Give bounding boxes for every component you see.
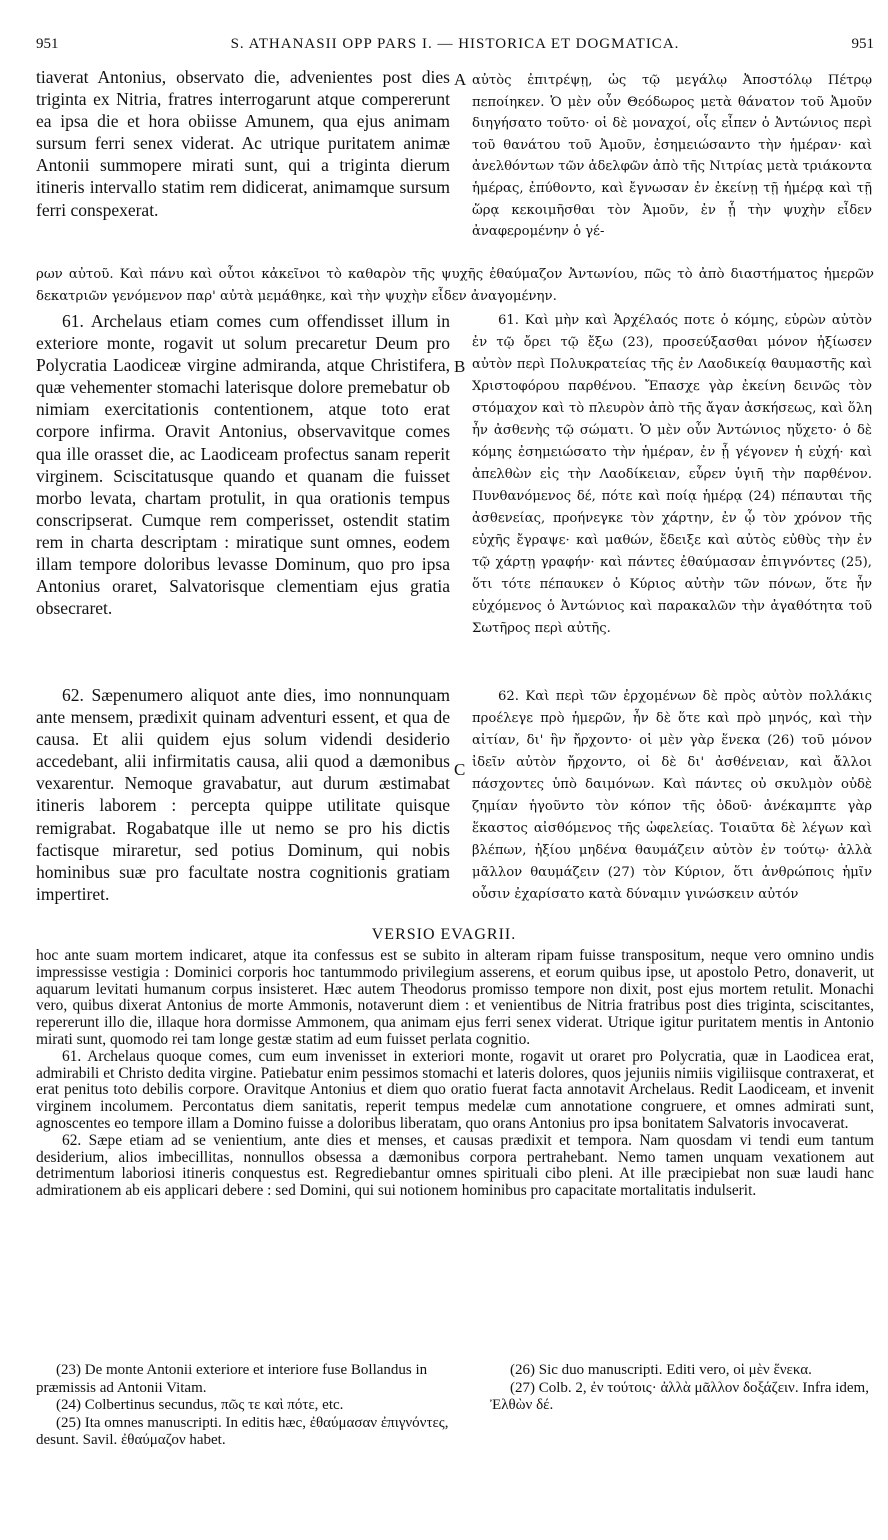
latin-column-top [36, 66, 450, 221]
footnotes-right [490, 1362, 870, 1415]
greek-paragraph-continued: αὐτὸς ἐπιτρέψῃ, ὡς τῷ μεγάλῳ Ἀποστόλῳ Πέτρῳ πεποίηκεν. Ὁ μὲν οὖν Θεόδωρος μετὰ θάνατον τοῦ Ἀμοῦν διηγήσατο τοῦτο· οἱ δὲ μοναχοί, οἷς εἶπεν ὁ Ἀντώνιος περὶ τοῦ θανάτου τοῦ Ἀμοῦν, ἐσημειώσαντο τὴν ἡμέραν· καὶ ἀνελθόντων τῶν ἀδελφῶν ἀπὸ τῆς Νιτρίας μετὰ τριάκοντα ἡμέρας, ἐπύθοντο, καὶ ἔγνωσαν ἐν ἐκείνῃ τῇ ἡμέρᾳ καὶ τῇ ὥρᾳ κεκοιμῆσθαι τὸν Ἀμοῦν, ἐν ᾗ τὴν ψυχὴν εἶδεν ἀναφερομένην ὁ γέ- [472, 73, 872, 240]
section-marker-c: C [454, 760, 466, 779]
section-marker-b: B [454, 357, 466, 376]
running-header [36, 36, 874, 58]
greek-paragraph-61: 61. Καὶ μὴν καὶ Ἀρχέλαός ποτε ὁ κόμης, εὑρὼν αὐτὸν ἐν τῷ ὄρει τῷ ἔξω (23), προσεύξασθαι μόνον ἠξίωσεν αὐτὸν περὶ Πολυκρατείας τῆς ἐν Λαοδικείᾳ θαυμαστῆς καὶ Χριστοφόρου παρθένου. Ἔπασχε γὰρ ἐκείνη δεινῶς τὸν στόμαχον καὶ τὸ πλευρὸν ἀπὸ τῆς ἄγαν ἀσκήσεως, καὶ ὅλη ἦν ἀσθενὴς τῷ σώματι. Ὁ μὲν οὖν Ἀντώνιος ηὔχετο· ὁ δὲ κόμης ἐσημειώσατο τὴν ἡμέραν, ἐν ᾗ γέγονεν ἡ εὐχή· καὶ ἀπελθὼν εἰς τὴν Λαοδίκειαν, εὗρεν ὑγιῆ τὴν παρθένον. Πυνθανόμενος δέ, πότε καὶ ποίᾳ ἡμέρᾳ (24) πέπαυται τῆς ἀσθενείας, προήνεγκε τὸν χάρτην, ἐν ᾧ τὸν χρόνον τῆς εὐχῆς ἔγραψε· καὶ μαθών, ἔδειξε καὶ αὐτὸς εὐθὺς τὴν ἐν τῷ χάρτῃ γραφήν· καὶ πάντες ἐθαύμασαν ἐπιγνόντες (25), ὅτι τότε πέπαυκεν ὁ Κύριος αὐτὴν τῶν πόνων, ὅτε ἦν εὐχόμενος ὁ Ἀντώνιος καὶ παρακαλῶν τὴν ἀγαθότητα τοῦ Σωτῆρος περὶ αὐτῆς. [472, 313, 872, 636]
latin-column-61 [36, 310, 450, 619]
greek-column-61 [472, 310, 872, 640]
section-marker-a: A [454, 70, 467, 89]
page-number-left: 951 [36, 36, 59, 52]
latin-column-62 [36, 684, 450, 905]
page-number-right: 951 [851, 36, 874, 52]
greek-full-width-line [36, 264, 874, 307]
footnote: (27) Colb. 2, ἐν τούτοις· ἀλλὰ μᾶλλον δοξάζειν. Infra idem, Ἐλθὼν δέ. [490, 1379, 869, 1413]
latin-paragraph-continued: tiaverat Antonius, observato die, advenientes post dies triginta ex Nitria, fratres interrogarunt atque compererunt ea ipsa die et hora obiisse Amunem, qua ejus animam sursum ferri senex viderat. Ac utrique puritatem animæ Antonii summopere mirati sunt, qui a triginta dierum itineris intervallo statim rem didicerat, animamque sursum ferri conspexerat. [36, 67, 450, 220]
section-heading: VERSIO EVAGRII. [371, 926, 517, 943]
footnote: (24) Colbertinus secundus, πῶς τε καὶ πότε, etc. [56, 1397, 344, 1413]
latin-paragraph-61: 61. Archelaus etiam comes cum offendisset illum in exteriore monte, rogavit ut solum precaretur Deum pro Polycratia Laodiceæ virgine admiranda, atque Christifera, quæ vehementer stomachi laterisque dolore premebatur ob nimiam exercitationis contentionem, atque toto erat corpore infirma. Oravit Antonius, observavitque comes qua ille orasset die, ac Laodiceam profectus sanam reperit virginem. Sciscitatusque quando et quanam die fuisset morbo levata, chartam protulit, in qua orationis tempus conscripserat. Cumque rem comperisset, ostendit statim rem in charta descriptam : miratique sunt omnes, eodem illam tempore doloribus levasse Dominum, quo pro ipsa Antonius oraret, Salvatorisque clementiam ejus gratia obsecraret. [36, 311, 450, 619]
greek-column-top [472, 70, 872, 243]
latin-paragraph-62: 62. Sæpenumero aliquot ante dies, imo nonnunquam ante mensem, prædixit quinam adventuri essent, et qua de causa. Et alii quidem ejus solum videndi desiderio accedebant, alii infirmitatis causa, alii quod a dæmonibus vexarentur. Nemoque gravabatur, aut durum æstimabat itineris laborem : percepta quippe utilitate quisque remigrabat. Rogabatque ille ut nemo se pro his dictis factisque miraretur, sed potius Dominum, qui nobis hominibus suæ pro facultate nostra cognitionis gratiam impertiret. [36, 685, 450, 904]
greek-full-paragraph: ρων αὐτοῦ. Καὶ πάνυ καὶ οὗτοι κἀκεῖνοι τὸ καθαρὸν τῆς ψυχῆς ἐθαύμαζον Ἀντωνίου, πῶς τὸ ἀπὸ διαστήματος ἡμερῶν δεκατριῶν γενόμενον παρ' αὐτὰ μεμάθηκε, καὶ τὴν ψυχὴν εἶδεν ἀναγομένην. [36, 267, 874, 304]
footnote: (23) De monte Antonii exteriore et interiore fuse Bollandus in præmissis ad Antonii Vitam. [36, 1362, 428, 1396]
greek-column-62 [472, 686, 872, 906]
evagrius-paragraph-62: 62. Sæpe etiam ad se venientium, ante dies et menses, et causas prædixit et tempora. Nam quosdam vi tendi eum tantum desiderium, alios imbecillitas, nonnullos obsessa a dæmonibus corpora pertrahebant. Nemo tamen unquam vexationem aut detrimentum laboriosi itineris conquestus est. Regrediebantur omnes spirituali cibo pleni. At ille præcipiebat non suæ laudi hanc admirationem ab eis applicari debere : sed Domini, qui sui notionem hominibus pro capacitate mortalitatis indulserit. [36, 1131, 874, 1200]
evagrius-paragraph-1: hoc ante suam mortem indicaret, atque ita confessus est se subito in alteram ripam fuisse transpositum, neque vero omnino undis impressisse vestigia : Dominici corporis hoc tantummodo privilegium asserens, et eorum quibus ipse, ut apostolo Petro, donaverit, ut aquarum levitati humanum corpus insisteret. Hæc autem Theodorus promisso tempore non dixit, post ejus mortem retulit. Monachi vero, quibus dixerat Antonius de morte Ammonis, notaverunt diem : et venientibus de Nitria fratribus post dies triginta, sciscitantes, repererunt illo die, illaque hora dormisse Ammonem, qua animam ejus ferri senex viderat. Utrique igitur puritatem mentis in Antonio mirati sunt, quomodo rei tam longe gestæ statim ad eum fuisset perlata cognitio. [36, 947, 874, 1048]
greek-paragraph-62: 62. Καὶ περὶ τῶν ἐρχομένων δὲ πρὸς αὐτὸν πολλάκις προέλεγε πρὸ ἡμερῶν, ἦν δὲ ὅτε καὶ πρὸ μηνός, καὶ τὴν αἰτίαν, δι' ἣν ἤρχοντο· οἱ μὲν γὰρ ἕνεκα (26) τοῦ μόνον ἰδεῖν αὐτὸν ἤρχοντο, οἱ δὲ δι' ἀσθένειαν, καὶ ἄλλοι πάσχοντες ὑπὸ δαιμόνων. Καὶ πάντες οὐ σκυλμὸν οὐδὲ ζημίαν ἡγοῦντο τὸν κόπον τῆς ὁδοῦ· ἀνέκαμπτε γὰρ ἕκαστος αἰσθόμενος τῆς ὠφελείας. Τοιαῦτα δὲ λέγων καὶ βλέπων, ἠξίου μηδένα θαυμάζειν αὐτὸν ἐν τούτῳ· ἀλλὰ μᾶλλον θαυμάζειν (27) τὸν Κύριον, ὅτι ἀνθρώποις ἡμῖν οὖσιν ἐχαρίσατο κατὰ δύναμιν γινώσκειν αὐτόν [472, 689, 872, 902]
footnotes-left [36, 1362, 450, 1450]
running-title: S. ATHANASII OPP PARS I. — HISTORICA ET DOGMATICA. [230, 36, 680, 52]
evagrius-paragraph-61: 61. Archelaus quoque comes, cum eum invenisset in exteriori monte, rogavit ut oraret pro Polycratia, quæ in Laodicea erat, admirabili et Christo dedita virgine. Patiebatur enim pessimos stomachi et lateris dolores, quos jejuniis nimiis vigiliisque contraxerat, et erat penitus toto debilis corpore. Oravitque Antonius et diem quo oratio fuerat facta annotavit Archelaus. Redit Laodiceam, et invenit virginem incolumem. Percontatus diem sanitatis, reperit tempus medelæ cum annotatione congruere, et omnes admirati sunt, agnoscentes eo tempore illam a Domino fuisse a doloribus liberatam, quo orans Antonius pro ipsa bonitatem Salvatoris invocaverat. [36, 1047, 874, 1132]
footnote: (25) Ita omnes manuscripti. In editis hæc, ἐθαύμασαν ἐπιγνόντες, desunt. Savil. ἐθαύμαζον habet. [36, 1414, 449, 1448]
evagrius-version [36, 948, 874, 1200]
footnote: (26) Sic duo manuscripti. Editi vero, οἱ μὲν ἕνεκα. [510, 1362, 812, 1378]
